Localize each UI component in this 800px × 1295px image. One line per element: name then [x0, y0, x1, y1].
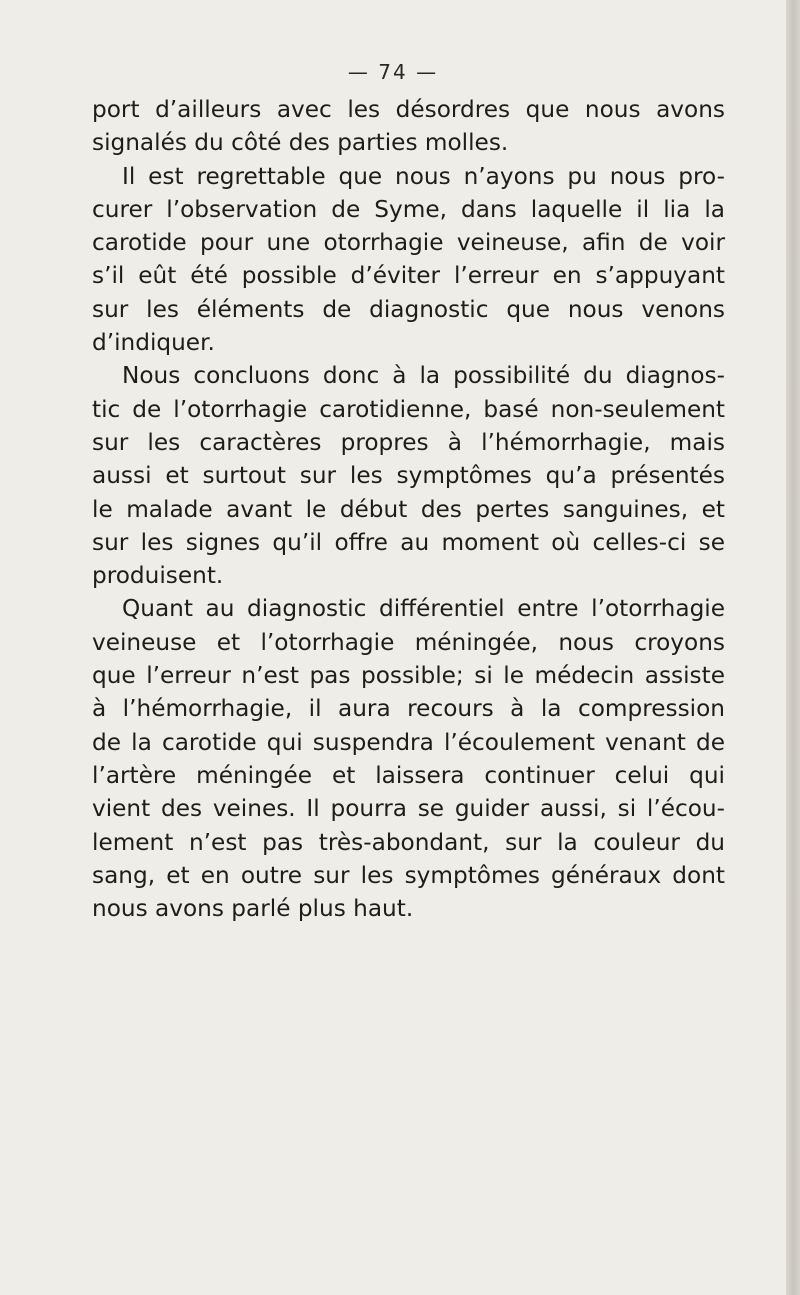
text-line: s’il eût été possible d’éviter l’erreur en s’appuyant: [92, 262, 725, 290]
page-edge: [786, 0, 800, 1295]
text-line: Quant au diagnostic différentiel entre l’otorrhagie: [122, 595, 725, 623]
text-line: port d’ailleurs avec les désordres que nous avons: [92, 96, 725, 123]
text-line: signalés du côté des parties molles.: [92, 129, 509, 157]
text-line: l’artère méningée et laissera continuer celui qui: [92, 761, 725, 789]
text-line: le malade avant le début des pertes sanguines, et: [92, 495, 725, 523]
text-line: veineuse et l’otorrhagie méningée, nous croyons: [92, 628, 725, 656]
text-line: lement n’est pas très-abondant, sur la couleur du: [92, 828, 725, 856]
text-line: Il est regrettable que nous n’ayons pu nous pro-: [122, 162, 725, 190]
text-line: à l’hémorrhagie, il aura recours à la compression: [92, 695, 725, 723]
text-line: d’indiquer.: [92, 329, 215, 357]
text-line: nous avons parlé plus haut.: [92, 895, 414, 923]
text-line: tic de l’otorrhagie carotidienne, basé non-seulement: [92, 395, 725, 423]
text-line: aussi et surtout sur les symptômes qu’a présentés: [92, 462, 725, 490]
paragraph: [92, 160, 725, 360]
text-line: Nous concluons donc à la possibilité du diagnos-: [122, 362, 725, 390]
text-line: curer l’observation de Syme, dans laquelle il lia la: [92, 195, 725, 223]
text-line: sur les éléments de diagnostic que nous venons: [92, 295, 725, 323]
text-line: produisent.: [92, 562, 224, 590]
text-line: que l’erreur n’est pas possible; si le médecin assiste: [92, 662, 725, 690]
text-line: vient des veines. Il pourra se guider aussi, si l’écou-: [92, 795, 725, 823]
paragraph: [92, 359, 725, 592]
text-line: de la carotide qui suspendra l’écoulement venant de: [92, 728, 725, 756]
body-text: [92, 93, 725, 925]
text-line: sur les caractères propres à l’hémorrhagie, mais: [92, 428, 725, 456]
paragraph: [92, 592, 725, 925]
text-line: carotide pour une otorrhagie veineuse, afin de voir: [92, 229, 725, 257]
text-line: sur les signes qu’il offre au moment où celles-ci se: [92, 528, 725, 556]
paragraph: [92, 93, 725, 160]
page-number: — 74 —: [347, 60, 439, 84]
text-line: sang, et en outre sur les symptômes généraux dont: [92, 861, 725, 889]
